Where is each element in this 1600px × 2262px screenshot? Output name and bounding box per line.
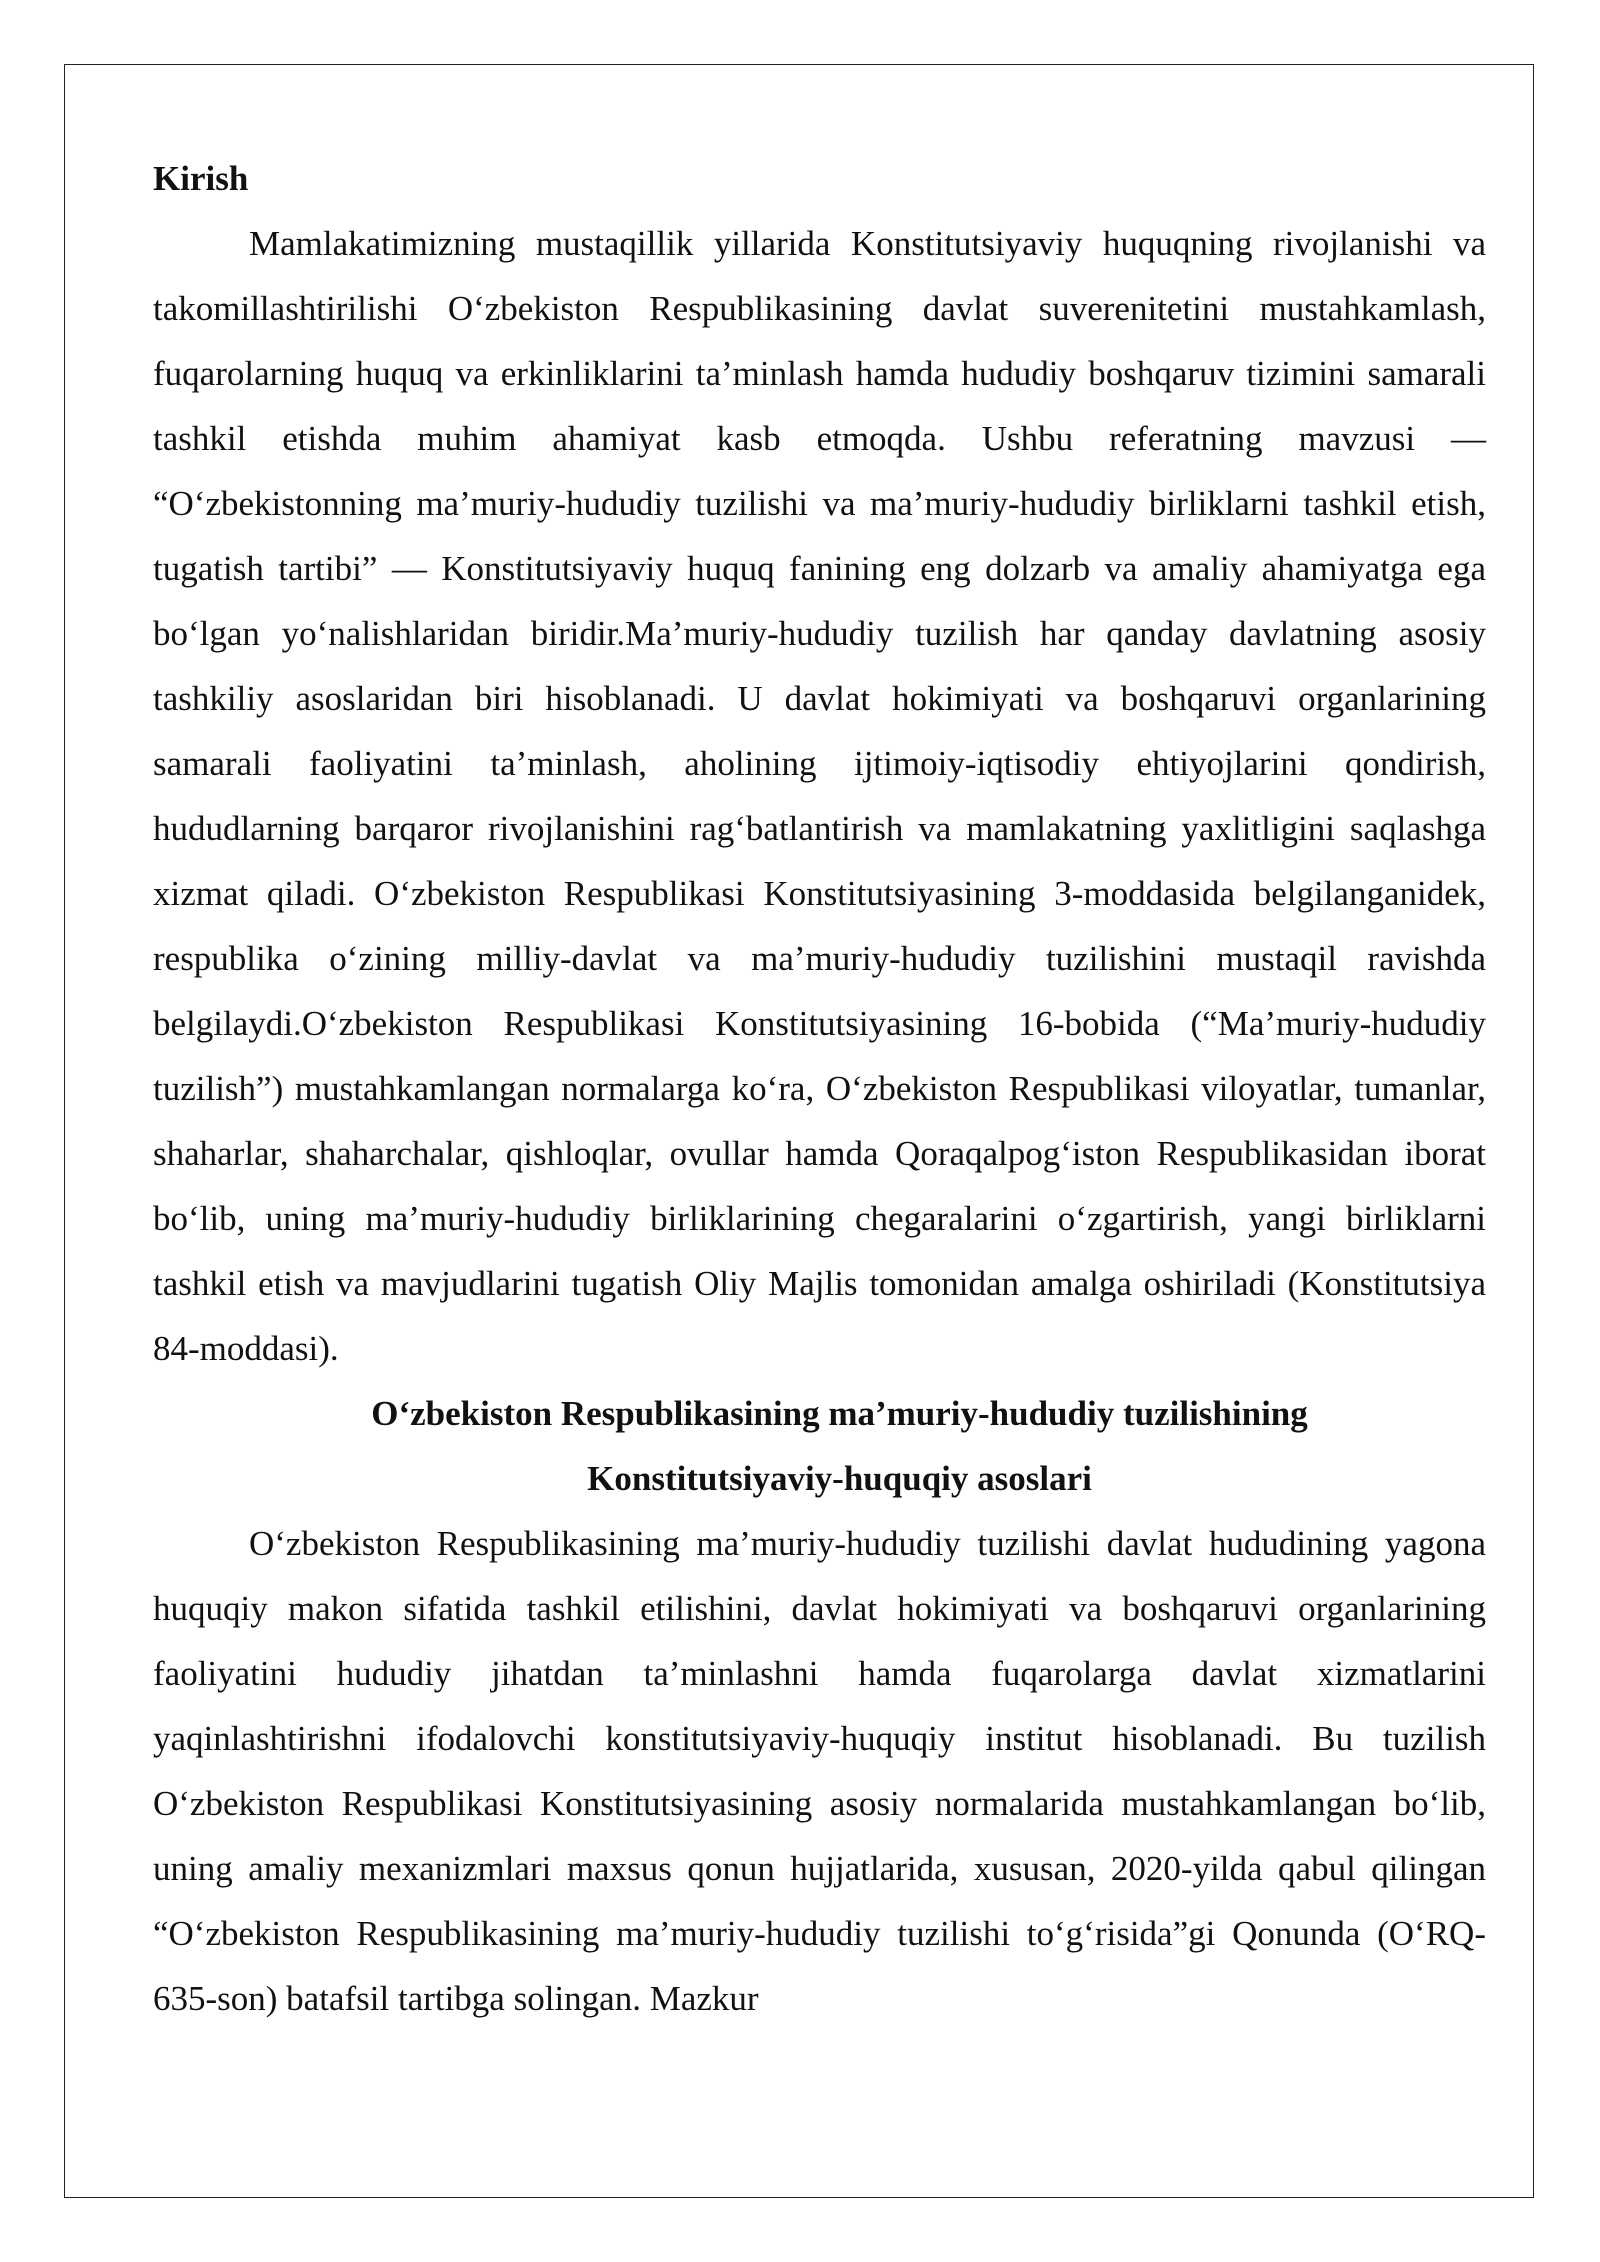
intro-heading: Kirish: [153, 159, 249, 198]
section-title-line-1: O‘zbekiston Respublikasining ma’muriy-hududiy tuzilishining: [371, 1394, 1308, 1433]
section-paragraph: O‘zbekiston Respublikasining ma’muriy-hududiy tuzilishi davlat hududining yagona huquqiy makon sifatida tashkil etilishini, davlat hokimiyati va boshqaruvi organlarining faoliyatini hududiy jihatdan ta’minlashni hamda fuqarolarga davlat xizmatlarini yaqinlashtirishni ifodalovchi konstitutsiyaviy-huquqiy institut hisoblanadi. Bu tuzilish O‘zbekiston Respublikasi Konstitutsiyasining asosiy normalarida mustahkamlangan bo‘lib, uning amaliy mexanizmlari maxsus qonun hujjatlarida, xususan, 2020-yilda qabul qilingan “O‘zbekiston Respublikasining ma’muriy-hududiy tuzilishi to‘g‘risida”gi Qonunda (O‘RQ-635-son) batafsil tartibga solingan. Mazkur: [153, 1524, 1486, 2018]
section-title-line-2: Konstitutsiyaviy-huquqiy asoslari: [587, 1459, 1092, 1498]
document-body: [153, 146, 1486, 2031]
intro-paragraph: Mamlakatimizning mustaqillik yillarida Konstitutsiyaviy huquqning rivojlanishi va takomillashtirilishi O‘zbekiston Respublikasining davlat suverenitetini mustahkamlash, fuqarolarning huquq va erkinliklarini ta’minlash hamda hududiy boshqaruv tizimini samarali tashkil etishda muhim ahamiyat kasb etmoqda. Ushbu referatning mavzusi — “O‘zbekistonning ma’muriy-hududiy tuzilishi va ma’muriy-hududiy birliklarni tashkil etish, tugatish tartibi” — Konstitutsiyaviy huquq fanining eng dolzarb va amaliy ahamiyatga ega bo‘lgan yo‘nalishlaridan biridir.Ma’muriy-hududiy tuzilish har qanday davlatning asosiy tashkiliy asoslaridan biri hisoblanadi. U davlat hokimiyati va boshqaruvi organlarining samarali faoliyatini ta’minlash, aholining ijtimoiy-iqtisodiy ehtiyojlarini qondirish, hududlarning barqaror rivojlanishini rag‘batlantirish va mamlakatning yaxlitligini saqlashga xizmat qiladi. O‘zbekiston Respublikasi Konstitutsiyasining 3-moddasida belgilanganidek, respublika o‘zining milliy-davlat va ma’muriy-hududiy tuzilishini mustaqil ravishda belgilaydi.O‘zbekiston Respublikasi Konstitutsiyasining 16-bobida (“Ma’muriy-hududiy tuzilish”) mustahkamlangan normalarga ko‘ra, O‘zbekiston Respublikasi viloyatlar, tumanlar, shaharlar, shaharchalar, qishloqlar, ovullar hamda Qoraqalpog‘iston Respublikasidan iborat bo‘lib, uning ma’muriy-hududiy birliklarining chegaralarini o‘zgartirish, yangi birliklarni tashkil etish va mavjudlarini tugatish Oliy Majlis tomonidan amalga oshiriladi (Konstitutsiya 84-moddasi).: [153, 224, 1486, 1368]
